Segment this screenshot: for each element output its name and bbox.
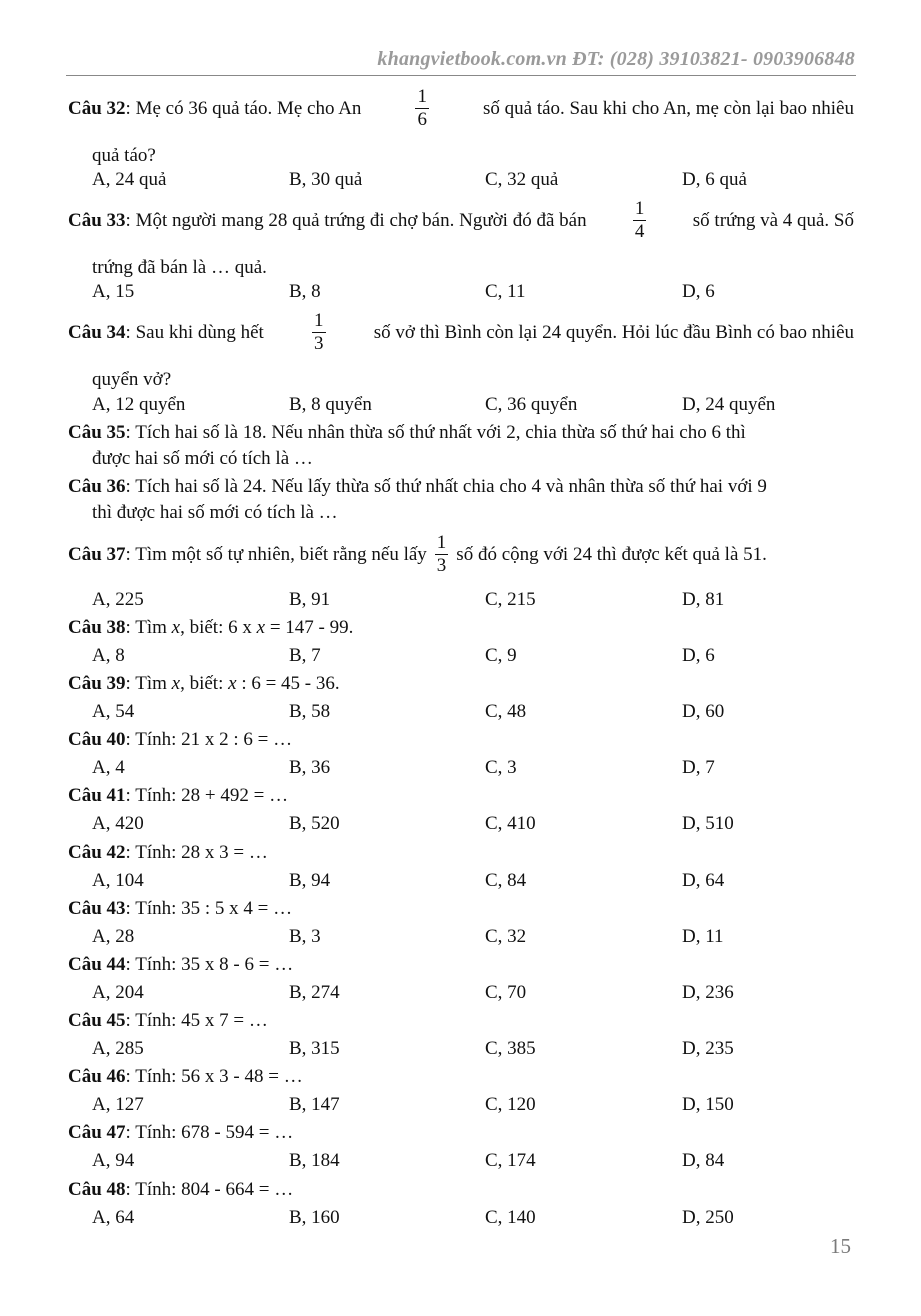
option-d[interactable]: D, 84	[682, 1150, 725, 1171]
question-number: Câu 34	[68, 321, 126, 343]
option-c[interactable]: C, 215	[485, 589, 536, 610]
question-text: , biết:	[180, 673, 229, 694]
option-d[interactable]: D, 150	[682, 1094, 734, 1115]
option-d[interactable]: D, 6	[682, 281, 715, 302]
fraction-denominator: 4	[634, 221, 645, 242]
option-a[interactable]: A, 225	[92, 589, 144, 610]
question-number: Câu 36	[68, 476, 126, 497]
option-a[interactable]: A, 12 quyển	[92, 394, 186, 415]
question-number: Câu 33	[68, 209, 126, 231]
question-number: Câu 40	[68, 729, 126, 750]
option-a[interactable]: A, 420	[92, 813, 144, 834]
question-text: : Tính: 45 x 7 = …	[125, 1010, 268, 1031]
option-c[interactable]: C, 84	[485, 870, 527, 891]
question-34	[68, 310, 854, 393]
question-text: : Tính: 21 x 2 : 6 = …	[125, 729, 293, 750]
question-line	[68, 896, 854, 922]
option-a[interactable]: A, 127	[92, 1094, 144, 1115]
option-b[interactable]: B, 58	[289, 701, 331, 722]
question-text-continued: quả táo?	[92, 145, 156, 166]
question-text: : 6 = 45 - 36.	[236, 673, 340, 694]
question-text-continued: được hai số mới có tích là …	[92, 448, 313, 469]
question-line	[68, 198, 854, 243]
question-text: : Tính: 28 x 3 = …	[125, 842, 268, 863]
question-line	[68, 86, 854, 131]
option-d[interactable]: D, 7	[682, 757, 715, 778]
question-44	[68, 952, 854, 978]
variable-x: x	[228, 673, 237, 694]
option-a[interactable]: A, 28	[92, 926, 135, 947]
page-number: 15	[830, 1234, 851, 1258]
page-header: khangvietbook.com.vn ĐT: (028) 39103821- 0903906848	[377, 48, 855, 70]
question-text: : Tính: 804 - 664 = …	[125, 1179, 294, 1200]
option-b[interactable]: B, 8	[289, 281, 321, 302]
question-line	[68, 532, 854, 577]
option-a[interactable]: A, 204	[92, 982, 144, 1003]
question-line	[68, 671, 854, 697]
question-41	[68, 783, 854, 809]
option-c[interactable]: C, 48	[485, 701, 527, 722]
question-39	[68, 671, 854, 697]
option-b[interactable]: B, 36	[289, 757, 331, 778]
question-text: số quả táo. Sau khi cho An, mẹ còn lại bao nhiêu	[483, 97, 854, 119]
question-line	[68, 310, 854, 355]
question-text: số vở thì Bình còn lại 24 quyển. Hỏi lúc đầu Bình có bao nhiêu	[373, 321, 854, 343]
option-b[interactable]: B, 91	[289, 589, 331, 610]
option-c[interactable]: C, 70	[485, 982, 527, 1003]
question-37	[68, 532, 854, 577]
option-a[interactable]: A, 15	[92, 281, 135, 302]
option-d[interactable]: D, 236	[682, 982, 734, 1003]
fraction-numerator: 1	[436, 532, 447, 553]
option-d[interactable]: D, 6	[682, 645, 715, 666]
option-c[interactable]: C, 3	[485, 757, 517, 778]
question-48	[68, 1177, 854, 1203]
answer-options	[0, 1148, 921, 1174]
option-a[interactable]: A, 64	[92, 1207, 135, 1228]
question-line	[68, 1120, 854, 1146]
option-b[interactable]: B, 147	[289, 1094, 340, 1115]
question-text: : Tính: 56 x 3 - 48 = …	[125, 1066, 303, 1087]
fraction-numerator: 1	[314, 310, 324, 331]
option-c[interactable]: C, 410	[485, 813, 536, 834]
question-number: Câu 45	[68, 1010, 126, 1031]
question-43	[68, 896, 854, 922]
question-38	[68, 615, 854, 641]
question-text: : Tính: 678 - 594 = …	[125, 1122, 294, 1143]
question-number: Câu 44	[68, 954, 126, 975]
question-text-continued: trứng đã bán là … quả.	[92, 257, 267, 278]
question-32	[68, 86, 854, 169]
question-number: Câu 37	[68, 543, 126, 565]
question-line	[68, 727, 854, 753]
option-b[interactable]: B, 94	[289, 870, 331, 891]
option-b[interactable]: B, 30 quả	[289, 169, 363, 190]
question-line	[68, 1008, 854, 1034]
fraction-numerator: 1	[634, 198, 645, 219]
question-text: : Tích hai số là 24. Nếu lấy thừa số thứ nhất chia cho 4 và nhân thừa số thứ hai với 9	[125, 476, 767, 497]
question-text: = 147 - 99.	[265, 617, 354, 638]
variable-x: x	[171, 617, 181, 638]
option-b[interactable]: B, 184	[289, 1150, 340, 1171]
option-d[interactable]: D, 510	[682, 813, 734, 834]
question-line	[68, 840, 854, 866]
option-d[interactable]: D, 235	[682, 1038, 734, 1059]
question-text: : Tìm	[125, 617, 172, 638]
question-line	[68, 952, 854, 978]
option-a[interactable]: A, 94	[92, 1150, 135, 1171]
question-line	[68, 615, 854, 641]
option-c[interactable]: C, 11	[485, 281, 526, 302]
option-a[interactable]: A, 285	[92, 1038, 144, 1059]
option-c[interactable]: C, 36 quyển	[485, 394, 578, 415]
question-number: Câu 38	[68, 617, 126, 638]
option-d[interactable]: D, 24 quyển	[682, 394, 776, 415]
question-36	[68, 474, 854, 526]
question-47	[68, 1120, 854, 1146]
question-line	[68, 420, 854, 446]
option-b[interactable]: B, 7	[289, 645, 321, 666]
answer-options	[0, 1036, 921, 1062]
question-number: Câu 39	[68, 673, 126, 694]
question-number: Câu 35	[68, 422, 126, 443]
answer-options	[0, 279, 921, 305]
option-b[interactable]: B, 8 quyển	[289, 394, 372, 415]
question-text: : Tìm	[125, 673, 172, 694]
option-a[interactable]: A, 4	[92, 757, 125, 778]
variable-x: x	[171, 673, 181, 694]
option-c[interactable]: C, 120	[485, 1094, 536, 1115]
fraction	[435, 532, 449, 577]
variable-x: x	[256, 617, 266, 638]
fraction-denominator: 3	[314, 333, 324, 354]
question-35	[68, 420, 854, 472]
answer-options	[0, 924, 921, 950]
question-number: Câu 32	[68, 97, 126, 119]
question-number: Câu 43	[68, 898, 126, 919]
answer-options	[0, 167, 921, 193]
answer-options	[0, 980, 921, 1006]
question-40	[68, 727, 854, 753]
question-text: số trứng và 4 quả. Số	[692, 209, 854, 231]
option-d[interactable]: D, 81	[682, 589, 725, 610]
question-number: Câu 46	[68, 1066, 126, 1087]
question-line	[68, 1177, 854, 1203]
fraction-numerator: 1	[417, 86, 427, 107]
question-text: : Tính: 35 : 5 x 4 = …	[125, 898, 293, 919]
question-line	[68, 474, 854, 500]
question-number: Câu 42	[68, 842, 126, 863]
question-line	[68, 1064, 854, 1090]
answer-options	[0, 868, 921, 894]
fraction	[415, 86, 429, 131]
option-d[interactable]: D, 250	[682, 1207, 734, 1228]
fraction	[633, 198, 647, 243]
option-a[interactable]: A, 24 quả	[92, 169, 167, 190]
option-a[interactable]: A, 8	[92, 645, 125, 666]
question-text-continued: quyển vở?	[92, 369, 172, 390]
answer-options	[0, 811, 921, 837]
question-text: , biết: 6 x	[180, 617, 257, 638]
question-text: : Mẹ có 36 quả táo. Mẹ cho An	[125, 97, 362, 119]
question-number: Câu 41	[68, 785, 126, 806]
answer-options	[0, 755, 921, 781]
question-46	[68, 1064, 854, 1090]
option-b[interactable]: B, 520	[289, 813, 340, 834]
answer-options	[0, 392, 921, 418]
option-b[interactable]: B, 160	[289, 1207, 340, 1228]
option-d[interactable]: D, 6 quả	[682, 169, 747, 190]
fraction-denominator: 6	[417, 109, 427, 130]
question-text: : Tích hai số là 18. Nếu nhân thừa số thứ nhất với 2, chia thừa số thứ hai cho 6 thì	[125, 422, 746, 443]
question-text: : Một người mang 28 quả trứng đi chợ bán. Người đó đã bán	[125, 209, 587, 231]
option-c[interactable]: C, 32	[485, 926, 527, 947]
question-number: Câu 47	[68, 1122, 126, 1143]
question-text: : Tính: 28 + 492 = …	[125, 785, 289, 806]
fraction	[312, 310, 326, 355]
option-d[interactable]: D, 64	[682, 870, 725, 891]
option-c[interactable]: C, 32 quả	[485, 169, 559, 190]
option-a[interactable]: A, 104	[92, 870, 144, 891]
option-b[interactable]: B, 3	[289, 926, 321, 947]
option-b[interactable]: B, 315	[289, 1038, 340, 1059]
option-a[interactable]: A, 54	[92, 701, 135, 722]
question-text-continued: thì được hai số mới có tích là …	[92, 502, 338, 523]
question-45	[68, 1008, 854, 1034]
question-33	[68, 198, 854, 281]
option-c[interactable]: C, 174	[485, 1150, 536, 1171]
question-text: : Sau khi dùng hết	[125, 321, 264, 343]
option-c[interactable]: C, 385	[485, 1038, 536, 1059]
question-text: : Tìm một số tự nhiên, biết rằng nếu lấy	[125, 543, 427, 565]
question-line	[68, 783, 854, 809]
header-rule	[66, 75, 856, 76]
option-c[interactable]: C, 140	[485, 1207, 536, 1228]
question-number: Câu 48	[68, 1179, 126, 1200]
fraction-denominator: 3	[436, 555, 447, 576]
answer-options	[0, 1092, 921, 1118]
question-42	[68, 840, 854, 866]
option-b[interactable]: B, 274	[289, 982, 340, 1003]
answer-options	[0, 699, 921, 725]
option-d[interactable]: D, 60	[682, 701, 725, 722]
answer-options	[0, 587, 921, 613]
option-c[interactable]: C, 9	[485, 645, 517, 666]
answer-options	[0, 643, 921, 669]
question-text: : Tính: 35 x 8 - 6 = …	[125, 954, 294, 975]
option-d[interactable]: D, 11	[682, 926, 724, 947]
answer-options	[0, 1205, 921, 1231]
question-text: số đó cộng với 24 thì được kết quả là 51.	[456, 543, 767, 565]
